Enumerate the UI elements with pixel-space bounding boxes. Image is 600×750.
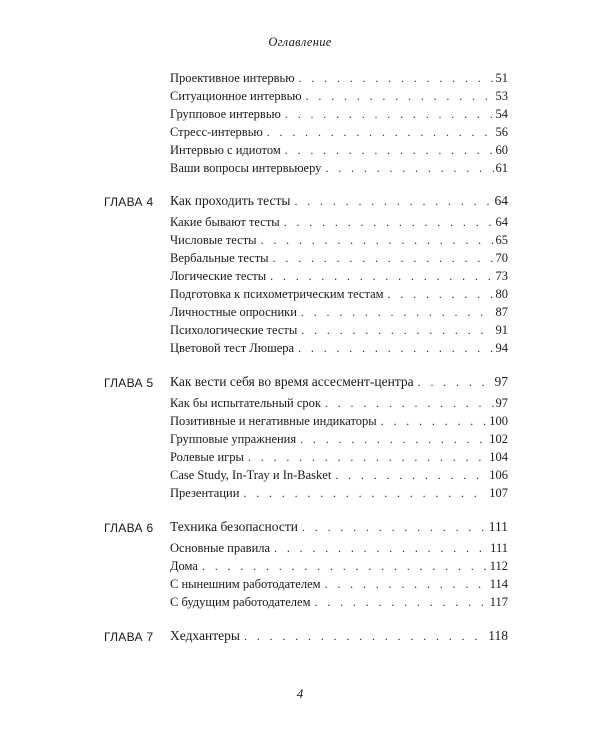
- dot-leader: [270, 267, 493, 285]
- chapter-title: Как вести себя во время ассесмент-центра: [170, 374, 414, 389]
- dot-leader: [315, 593, 488, 611]
- toc-entry-page: 65: [495, 233, 508, 247]
- toc-entry-page: 53: [495, 89, 508, 103]
- chapter-label: ГЛАВА 4: [104, 195, 154, 209]
- dot-leader: [267, 123, 494, 141]
- toc-entry-title: Какие бывают тесты: [170, 215, 280, 229]
- toc-entry-title: Интервью с идиотом: [170, 143, 281, 157]
- toc-entry-page: 107: [489, 486, 508, 500]
- toc-entry[interactable]: [170, 557, 508, 575]
- toc-entry[interactable]: [170, 231, 508, 249]
- toc-entry[interactable]: [170, 394, 508, 412]
- toc-entry[interactable]: [170, 213, 508, 231]
- toc-entry-title: Ваши вопросы интервьюеру: [170, 161, 322, 175]
- toc-entry-page: 56: [495, 125, 508, 139]
- toc-entry[interactable]: [170, 87, 508, 105]
- toc-entry-title: С нынешним работодателем: [170, 577, 321, 591]
- toc-entry[interactable]: [170, 412, 508, 430]
- toc-entry-page: 102: [489, 432, 508, 446]
- toc-entry-page: 54: [495, 107, 508, 121]
- chapter-label: ГЛАВА 7: [104, 630, 154, 644]
- toc-entry-page: 112: [489, 559, 508, 573]
- toc-entry-title: С будущим работодателем: [170, 595, 311, 609]
- dot-leader: [248, 448, 487, 466]
- toc-entry[interactable]: [170, 484, 508, 502]
- dot-leader: [285, 105, 494, 123]
- dot-leader: [418, 373, 493, 391]
- toc-entry[interactable]: [170, 159, 508, 177]
- chapter-page: 64: [494, 193, 508, 208]
- toc-entry-title: Психологические тесты: [170, 323, 298, 337]
- chapter-title: Как проходить тесты: [170, 193, 291, 208]
- toc-entry-page: 104: [489, 450, 508, 464]
- toc-entry[interactable]: [170, 430, 508, 448]
- dot-leader: [381, 412, 488, 430]
- toc-entry-page: 117: [489, 595, 508, 609]
- dot-leader: [294, 192, 492, 210]
- toc-entry-title: Позитивные и негативные индикаторы: [170, 414, 377, 428]
- toc-entry-title: Дома: [170, 559, 198, 573]
- running-head: Оглавление: [268, 35, 332, 49]
- chapter-heading[interactable]: [170, 627, 508, 645]
- toc-entry[interactable]: [170, 105, 508, 123]
- dot-leader: [202, 557, 488, 575]
- chapter-heading[interactable]: [170, 518, 508, 536]
- toc-entry[interactable]: [170, 539, 508, 557]
- dot-leader: [285, 141, 494, 159]
- toc-entry[interactable]: [170, 593, 508, 611]
- toc-entry-title: Числовые тесты: [170, 233, 257, 247]
- toc-entry[interactable]: [170, 448, 508, 466]
- dot-leader: [388, 285, 494, 303]
- dot-leader: [261, 231, 494, 249]
- toc-entry[interactable]: [170, 267, 508, 285]
- toc-entry-title: Личностные опросники: [170, 305, 297, 319]
- toc-entry-title: Ситуационное интервью: [170, 89, 302, 103]
- toc-entry-page: 61: [495, 161, 508, 175]
- toc-entry-title: Вербальные тесты: [170, 251, 269, 265]
- dot-leader: [325, 159, 493, 177]
- toc-entry-title: Как бы испытательный срок: [170, 396, 321, 410]
- chapter-heading[interactable]: [170, 192, 508, 210]
- toc-entry-title: Стресс-интервью: [170, 125, 263, 139]
- toc-entry-title: Групповое интервью: [170, 107, 281, 121]
- toc-entry[interactable]: [170, 575, 508, 593]
- toc-entry[interactable]: [170, 466, 508, 484]
- toc-entry-page: 60: [495, 143, 508, 157]
- toc-entry-title: Проективное интервью: [170, 71, 295, 85]
- page-number: 4: [296, 686, 304, 701]
- dot-leader: [300, 430, 487, 448]
- toc-entry-title: Групповые упражнения: [170, 432, 297, 446]
- toc-entry[interactable]: [170, 303, 508, 321]
- toc-entry-page: 51: [495, 71, 508, 85]
- toc-entry-title: Цветовой тест Люшера: [170, 341, 295, 355]
- dot-leader: [302, 518, 487, 536]
- chapter-title: Техника безопасности: [170, 519, 298, 534]
- toc-entry[interactable]: [170, 339, 508, 357]
- dot-leader: [301, 303, 494, 321]
- dot-leader: [301, 321, 493, 339]
- toc-entry-title: Логические тесты: [170, 269, 267, 283]
- toc-entry-title: Презентации: [170, 486, 240, 500]
- chapter-page: 118: [488, 628, 508, 643]
- chapter-heading[interactable]: [170, 373, 508, 391]
- toc-entry-page: 64: [495, 215, 508, 229]
- toc-entry-page: 111: [490, 541, 508, 555]
- toc-entry[interactable]: [170, 69, 508, 87]
- toc-entry-page: 97: [495, 396, 508, 410]
- toc-entry-page: 80: [495, 287, 508, 301]
- toc-entry[interactable]: [170, 285, 508, 303]
- dot-leader: [299, 69, 494, 87]
- toc-entry-page: 94: [495, 341, 508, 355]
- dot-leader: [244, 627, 486, 645]
- toc-entry-page: 73: [495, 269, 508, 283]
- dot-leader: [284, 213, 494, 231]
- chapter-page: 97: [494, 374, 508, 389]
- toc-entry[interactable]: [170, 141, 508, 159]
- dot-leader: [325, 575, 488, 593]
- dot-leader: [306, 87, 494, 105]
- toc-entry[interactable]: [170, 249, 508, 267]
- dot-leader: [274, 539, 488, 557]
- chapter-title: Хедхантеры: [170, 628, 240, 643]
- toc-entry-page: 91: [495, 323, 508, 337]
- toc-entry-page: 87: [495, 305, 508, 319]
- toc-entry-title: Ролевые игры: [170, 450, 244, 464]
- chapter-label: ГЛАВА 5: [104, 376, 154, 390]
- toc-entry-title: Case Study, In-Tray и In-Basket: [170, 468, 332, 482]
- chapter-page: 111: [488, 519, 508, 534]
- dot-leader: [243, 484, 487, 502]
- toc-entry-page: 70: [495, 251, 508, 265]
- dot-leader: [273, 249, 494, 267]
- dot-leader: [325, 394, 494, 412]
- toc-entry-page: 100: [489, 414, 508, 428]
- dot-leader: [298, 339, 493, 357]
- toc-entry-page: 106: [489, 468, 508, 482]
- toc-entry[interactable]: [170, 321, 508, 339]
- chapter-label: ГЛАВА 6: [104, 521, 154, 535]
- toc-entry-page: 114: [489, 577, 508, 591]
- toc-entry-title: Основные правила: [170, 541, 271, 555]
- dot-leader: [335, 466, 487, 484]
- toc-entry-title: Подготовка к психометрическим тестам: [170, 287, 384, 301]
- toc-entry[interactable]: [170, 123, 508, 141]
